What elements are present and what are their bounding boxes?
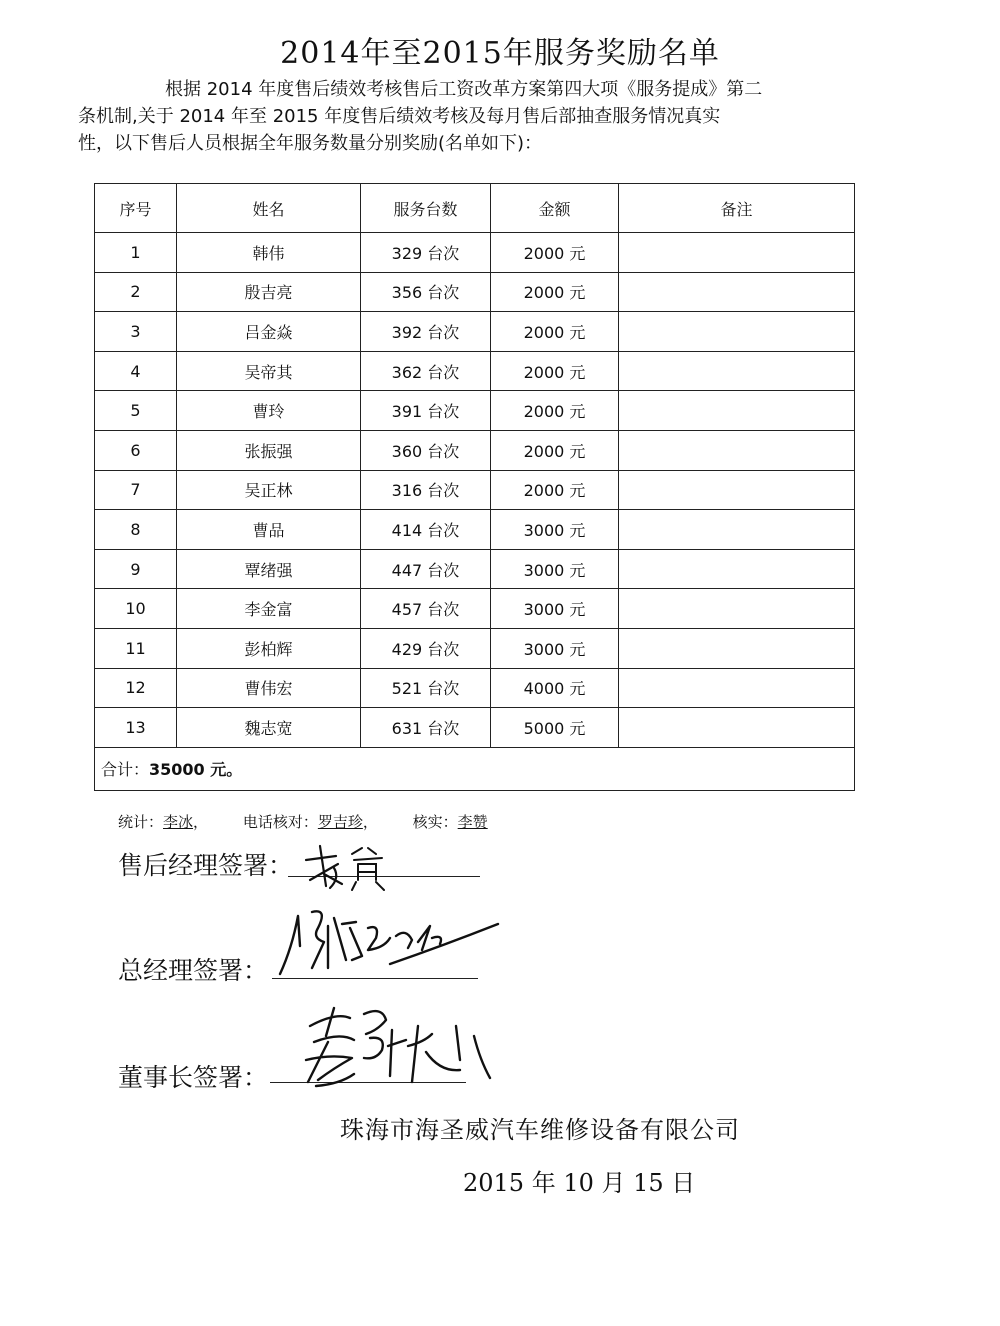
table-row [95,708,855,748]
row-name: 曹伟宏 [177,668,361,708]
table-row [95,430,855,470]
verify-name: 李赞 [457,813,488,831]
row-note [619,233,855,273]
chairman-sign-label: 董事长签署： [118,1063,269,1092]
header-no: 序号 [95,184,177,233]
total-value: 35000 元。 [149,760,243,780]
row-name: 曹品 [177,510,361,550]
table-row [95,510,855,550]
row-note [619,312,855,352]
chairman-signature [290,996,500,1092]
header-count: 服务台数 [361,184,491,233]
table-row [95,589,855,629]
row-amount: 2000 元 [491,351,619,391]
row-amount: 2000 元 [491,312,619,352]
row-name: 张振强 [177,430,361,470]
row-amount: 2000 元 [491,233,619,273]
row-no: 8 [95,510,177,550]
row-no: 2 [95,272,177,312]
row-service-count: 457 台次 [361,589,491,629]
intro-line-1: 根据 2014 年度售后绩效考核售后工资改革方案第四大项《服务提成》第二 [165,79,763,100]
award-table [94,183,855,791]
document-title: 2014年至2015年服务奖励名单 [280,36,720,71]
row-no: 7 [95,470,177,510]
row-note [619,549,855,589]
row-no: 6 [95,430,177,470]
row-no: 3 [95,312,177,352]
row-note [619,470,855,510]
stat-label: 统计： [118,813,164,831]
row-no: 12 [95,668,177,708]
row-service-count: 631 台次 [361,708,491,748]
row-no: 1 [95,233,177,273]
row-amount: 4000 元 [491,668,619,708]
document-date: 2015 年 10 月 15 日 [463,1169,696,1197]
row-amount: 3000 元 [491,589,619,629]
row-note [619,589,855,629]
row-service-count: 329 台次 [361,233,491,273]
row-note [619,391,855,431]
total-row [95,747,855,790]
row-note [619,708,855,748]
header-note: 备注 [619,184,855,233]
row-amount: 2000 元 [491,391,619,431]
row-name: 曹玲 [177,391,361,431]
table-row [95,470,855,510]
phone-check-name: 罗吉珍 [317,813,363,831]
stat-name: 李冰 [163,813,194,831]
row-service-count: 356 台次 [361,272,491,312]
gm-sign-label: 总经理签署： [118,956,269,985]
row-service-count: 447 台次 [361,549,491,589]
intro-line-2: 条机制,关于 2014 年至 2015 年度售后绩效考核及每月售后部抽查服务情况真实 [78,106,721,127]
row-amount: 3000 元 [491,549,619,589]
row-note [619,628,855,668]
row-name: 李金富 [177,589,361,629]
row-no: 9 [95,549,177,589]
row-note [619,668,855,708]
table-row [95,351,855,391]
row-no: 13 [95,708,177,748]
row-note [619,430,855,470]
row-note [619,272,855,312]
verify-label: 核实： [412,813,458,831]
row-name: 彭柏辉 [177,628,361,668]
company-name: 珠海市海圣威汽车维修设备有限公司 [340,1116,740,1144]
table-row [95,391,855,431]
total-label: 合计： [101,760,150,780]
row-amount: 3000 元 [491,628,619,668]
row-service-count: 360 台次 [361,430,491,470]
row-service-count: 362 台次 [361,351,491,391]
row-note [619,510,855,550]
total-cell [95,747,855,790]
row-name: 殷吉亮 [177,272,361,312]
table-row [95,628,855,668]
intro-paragraph [78,76,830,157]
aftersales-sign-label: 售后经理签署： [118,851,294,880]
row-service-count: 429 台次 [361,628,491,668]
phone-check-label: 电话核对： [242,813,318,831]
header-name: 姓名 [177,184,361,233]
table-row [95,668,855,708]
table-row [95,549,855,589]
row-name: 魏志宽 [177,708,361,748]
row-amount: 2000 元 [491,470,619,510]
row-note [619,351,855,391]
header-amount: 金额 [491,184,619,233]
table-header-row [95,184,855,233]
table-row [95,272,855,312]
row-name: 吴正林 [177,470,361,510]
row-name: 韩伟 [177,233,361,273]
check-line: 统计：李冰， 电话核对：罗吉珍， 核实：李赞 [118,813,488,831]
row-name: 吴帝其 [177,351,361,391]
aftersales-signature [296,838,406,896]
row-no: 4 [95,351,177,391]
row-name: 吕金焱 [177,312,361,352]
row-service-count: 316 台次 [361,470,491,510]
gm-signature [272,898,512,988]
row-no: 11 [95,628,177,668]
table-row [95,233,855,273]
row-service-count: 392 台次 [361,312,491,352]
row-no: 10 [95,589,177,629]
row-name: 覃绪强 [177,549,361,589]
row-service-count: 521 台次 [361,668,491,708]
row-no: 5 [95,391,177,431]
intro-line-3: 性，以下售后人员根据全年服务数量分别奖励(名单如下)： [78,133,543,154]
row-service-count: 391 台次 [361,391,491,431]
row-amount: 5000 元 [491,708,619,748]
row-amount: 2000 元 [491,272,619,312]
row-amount: 2000 元 [491,430,619,470]
row-amount: 3000 元 [491,510,619,550]
table-row [95,312,855,352]
row-service-count: 414 台次 [361,510,491,550]
